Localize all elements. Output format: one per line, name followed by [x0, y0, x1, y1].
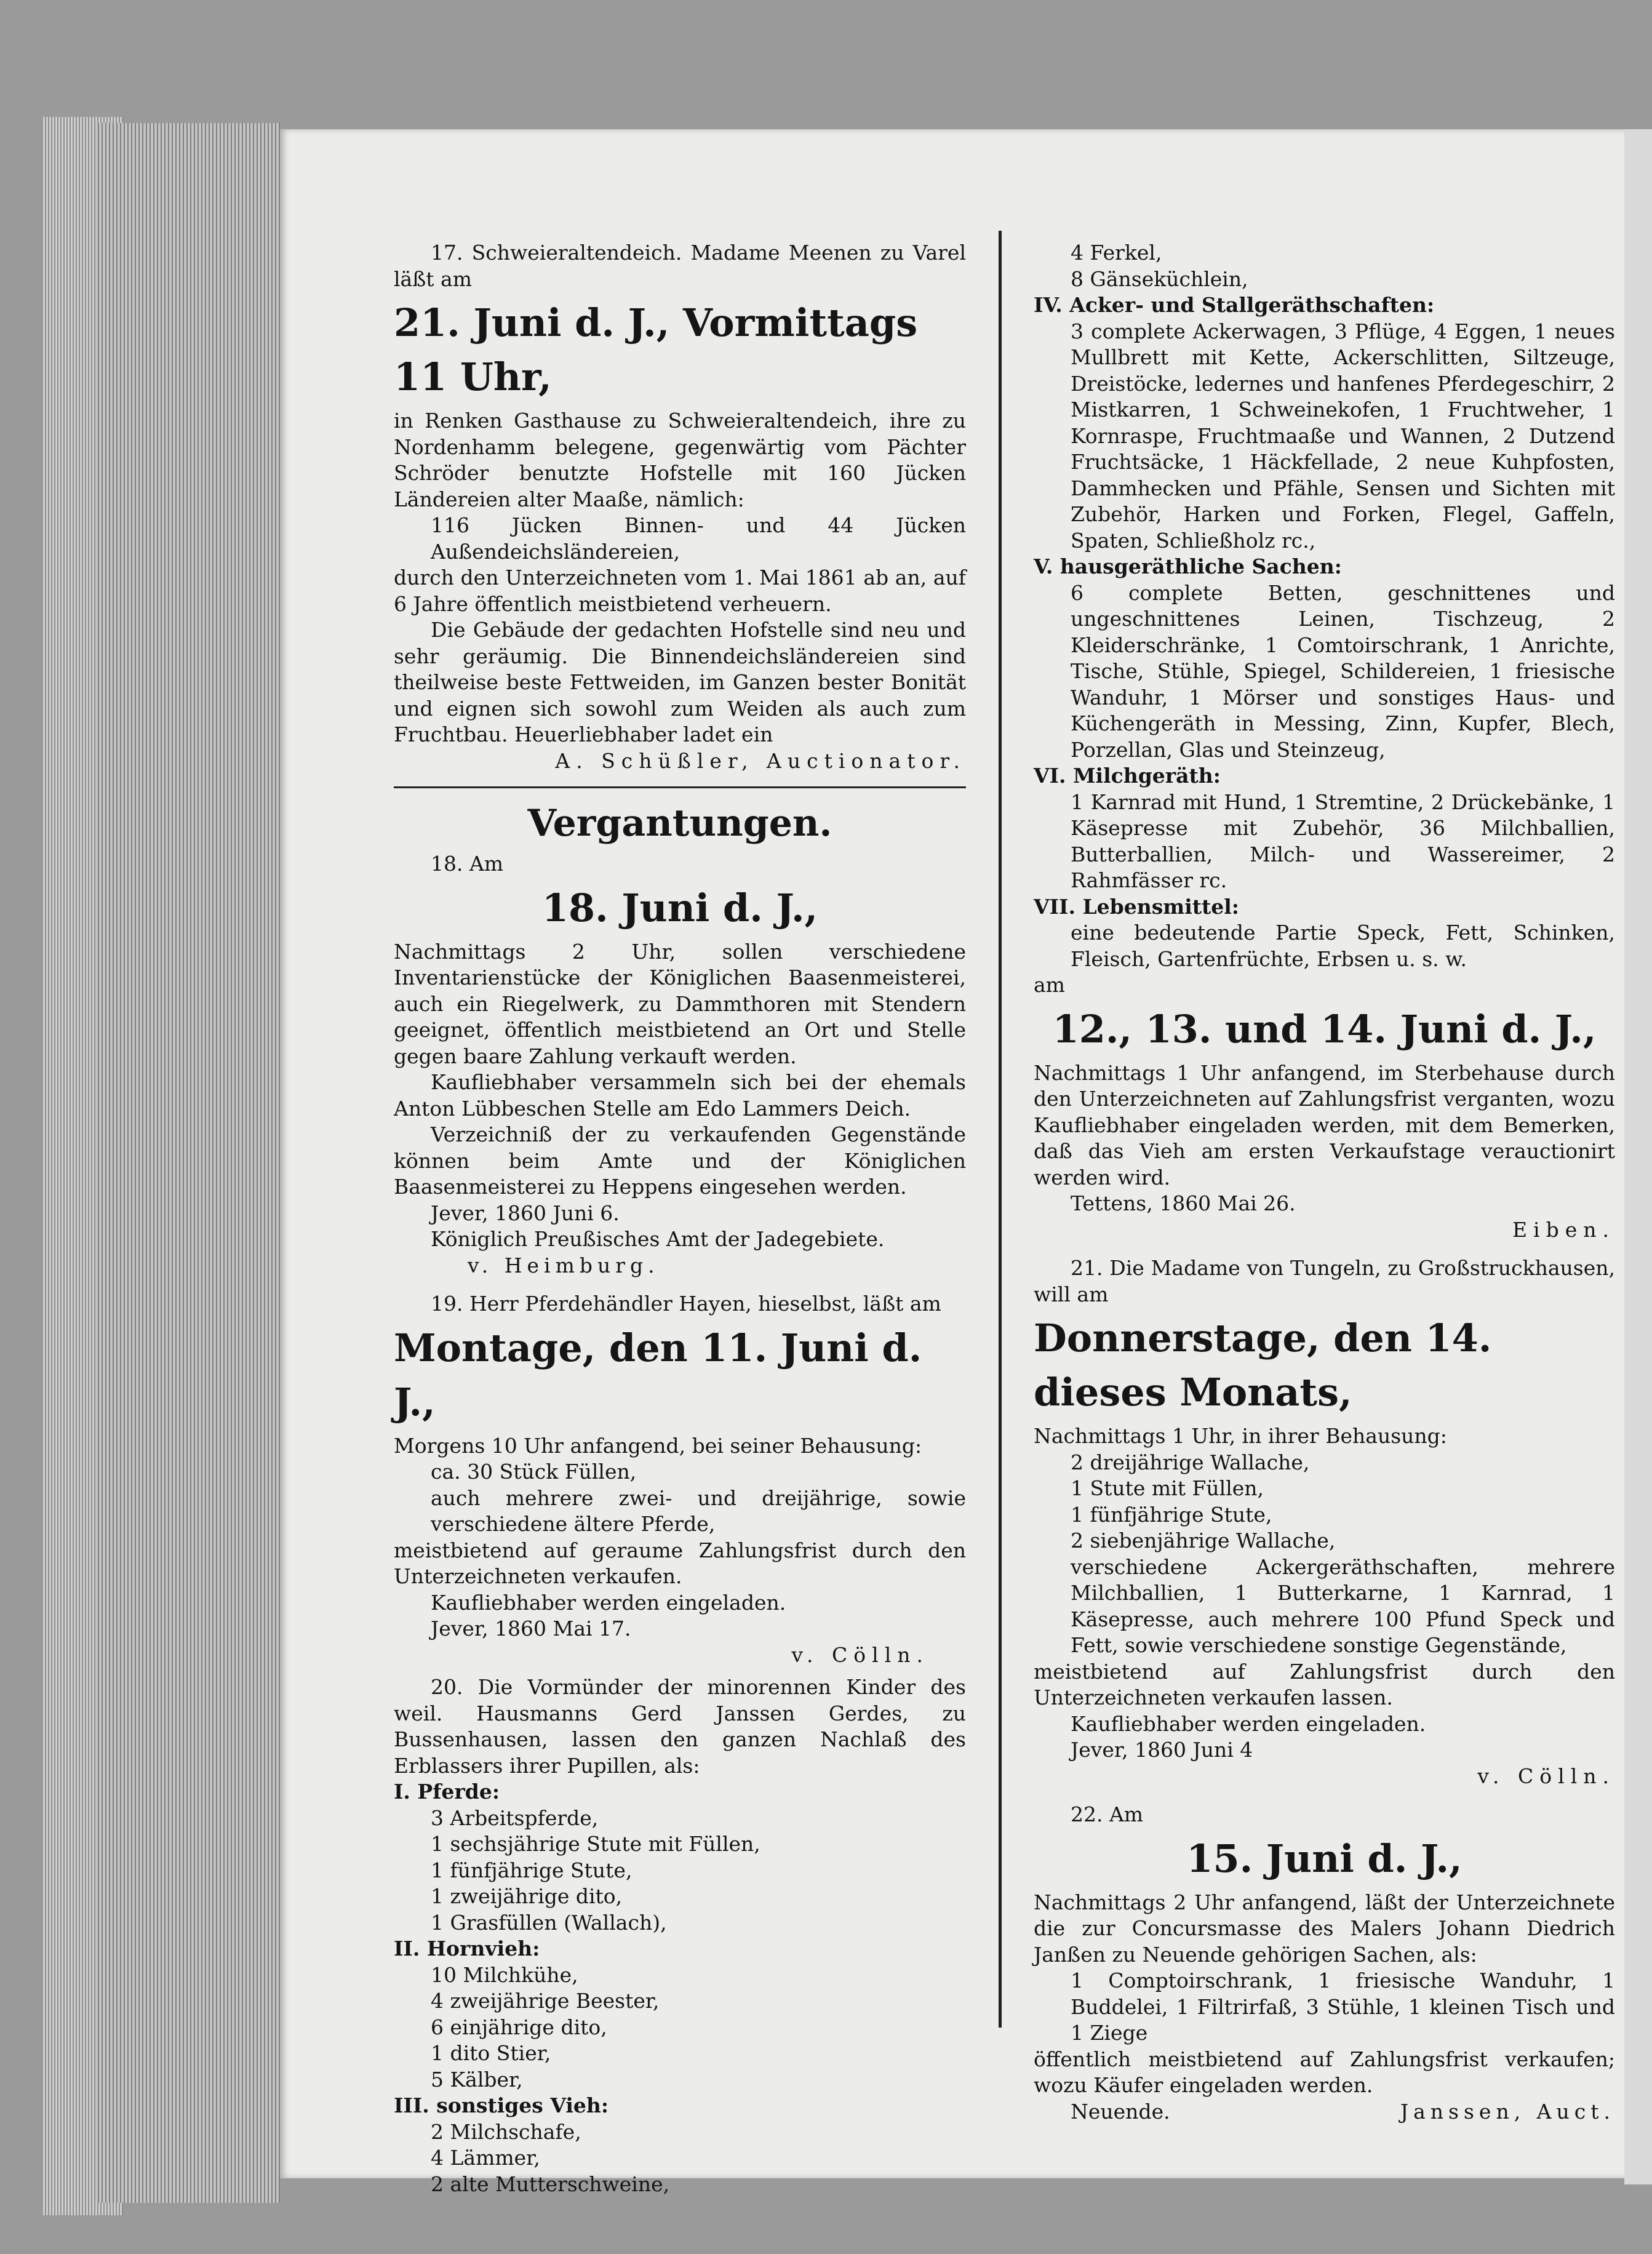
notice-19-item-2: auch mehrere zwei- und dreijährige, sowie verschiedene ältere Pferde, — [431, 1485, 966, 1536]
right-column — [1034, 240, 1615, 2125]
notice-22-signature: Janssen, Auct. — [1400, 2099, 1615, 2124]
list-item: 4 zweijährige Beester, — [431, 1989, 660, 2013]
book-page-edges-inner — [95, 123, 280, 2203]
notice-20-cat-3-continued — [1034, 240, 1615, 292]
notice-19-item-1: ca. 30 Stück Füllen, — [431, 1460, 637, 1484]
notice-19-date: Montage, den 11. Juni d. J., — [394, 1325, 922, 1425]
list-item: 2 alte Mutterschweine, — [431, 2172, 670, 2196]
notice-20-cat-4: IV. Acker- und Stallgeräthschaften: — [1034, 293, 1435, 317]
list-item: 4 Lämmer, — [431, 2146, 540, 2170]
notice-22-place: Neuende. — [1071, 2099, 1170, 2124]
notice-21-item-long: verschiedene Ackergeräthschaften, mehrere Milchballien, 1 Butterkarne, 1 Karnrad, 1 Käsepresse, auch mehrere 100 Pfund Speck und Fett, sowie verschiedene sonstige Gegenstände, — [1071, 1554, 1615, 1657]
notice-20-cat-5: V. hausgeräthliche Sachen: — [1034, 554, 1342, 578]
notice-18-list: Verzeichniß der zu verkaufenden Gegenstände können beim Amte und der Königlichen Baasenmeisterei zu Heppens eingesehen werden. — [394, 1122, 966, 1199]
notice-22-terms: öffentlich meistbietend auf Zahlungsfrist verkaufen; wozu Käufer eingeladen werden. — [1034, 2047, 1615, 2097]
notice-20-place: Tettens, 1860 Mai 26. — [1071, 1191, 1296, 1215]
notice-20-date: 12., 13. und 14. Juni d. J., — [1052, 1006, 1597, 1052]
notice-22-footer — [1034, 2099, 1615, 2125]
notice-20-body: Nachmittags 1 Uhr anfangend, im Sterbehause durch den Unterzeichneten auf Zahlungsfrist verganten, wozu Kaufliebhaber eingeladen werden, mit dem Bemerken, daß das Vieh am ersten Verkaufstage verauctionirt werden wird. — [1034, 1060, 1615, 1189]
notice-21-signature: v. Cölln. — [1477, 1764, 1615, 1788]
list-item: 1 Stute mit Füllen, — [1071, 1476, 1264, 1500]
notice-21-invite: Kaufliebhaber werden eingeladen. — [1071, 1711, 1426, 1736]
notice-22-date: 15. Juni d. J., — [1186, 1836, 1462, 1881]
list-item: 1 Grasfüllen (Wallach), — [431, 1910, 667, 1935]
left-column — [394, 240, 966, 2197]
facing-page-strip — [1624, 129, 1652, 2184]
notice-20-cat-3-list — [394, 2119, 966, 2198]
notice-18-signature: v. Heimburg. — [468, 1253, 660, 1277]
notice-22-intro: 22. Am — [1071, 1802, 1144, 1826]
notice-21-terms: meistbietend auf Zahlungsfrist durch den Unterzeichneten verkaufen lassen. — [1034, 1659, 1615, 1709]
notice-18-office: Königlich Preußisches Amt der Jadegebiete. — [431, 1227, 885, 1251]
notice-19-body: Morgens 10 Uhr anfangend, bei seiner Behausung: — [394, 1433, 922, 1458]
list-item: 3 Arbeitspferde, — [431, 1805, 599, 1830]
notice-20-cat-6-text: 1 Karnrad mit Hund, 1 Stremtine, 2 Drückebänke, 1 Käsepresse mit Zubehör, 36 Milchballien, Butterballien, Milch- und Wassereimer, 2 Rahmfässer rc. — [1071, 789, 1615, 892]
list-item: 4 Ferkel, — [1071, 241, 1162, 265]
notice-19-place: Jever, 1860 Mai 17. — [431, 1617, 631, 1641]
notice-17-terms: durch den Unterzeichneten vom 1. Mai 1861 ab an, auf 6 Jahre öffentlich meistbietend verheuern. — [394, 565, 966, 616]
notice-20-cat-2-list — [394, 1962, 966, 2093]
notice-21-body: Nachmittags 1 Uhr, in ihrer Behausung: — [1034, 1424, 1447, 1448]
notice-20-am: am — [1034, 973, 1065, 997]
list-item: 1 sechsjährige Stute mit Füllen, — [431, 1832, 760, 1856]
list-item: 1 fünfjährige Stute, — [1071, 1502, 1272, 1527]
section-rule — [394, 786, 966, 788]
list-item: 1 fünfjährige Stute, — [431, 1858, 632, 1882]
section-title-vergantungen: Vergantungen. — [527, 802, 832, 845]
notice-21-items — [1034, 1450, 1615, 1554]
notice-20-cat-2: II. Hornvieh: — [394, 1936, 540, 1960]
notice-18-date: 18. Juni d. J., — [541, 885, 818, 930]
list-item: 1 zweijährige dito, — [431, 1884, 623, 1908]
notice-20-cat-6: VI. Milchgeräth: — [1034, 764, 1221, 788]
notice-18-intro: 18. Am — [431, 852, 504, 876]
column-divider — [999, 231, 1002, 2028]
notice-19-intro: 19. Herr Pferdehändler Hayen, hieselbst, läßt am — [431, 1292, 941, 1316]
list-item: 5 Kälber, — [431, 2067, 523, 2092]
list-item: 2 Milchschafe, — [431, 2119, 581, 2144]
list-item: 10 Milchkühe, — [431, 1962, 578, 1987]
list-item: 2 dreijährige Wallache, — [1071, 1450, 1310, 1474]
notice-19-signature: v. Cölln. — [791, 1642, 929, 1667]
notice-17-date: 21. Juni d. J., Vormittags 11 Uhr, — [394, 300, 918, 399]
notice-17-signature: A. Schüßler, Auctionator. — [555, 748, 966, 773]
notice-20-cat-3: III. sonstiges Vieh: — [394, 2093, 609, 2117]
notice-17-description: Die Gebäude der gedachten Hofstelle sind neu und sehr geräumig. Die Binnendeichsländereien sind theilweise beste Fettweiden, im Ganzen bester Bonität und eignen sich sowohl zum Weiden als auch zum Fruchtbau. Heuerliebhaber ladet ein — [394, 618, 966, 746]
list-item: 1 dito Stier, — [431, 2041, 551, 2065]
notice-20-cat-1: I. Pferde: — [394, 1780, 500, 1804]
notice-19-invite: Kaufliebhaber werden eingeladen. — [431, 1590, 786, 1615]
notice-17-intro: 17. Schweieraltendeich. Madame Meenen zu Varel läßt am — [394, 241, 966, 291]
notice-20-signature: Eiben. — [1512, 1217, 1615, 1242]
notice-21-intro: 21. Die Madame von Tungeln, zu Großstruckhausen, will am — [1034, 1256, 1615, 1306]
list-item: 2 siebenjährige Wallache, — [1071, 1529, 1336, 1553]
notice-20-intro: 20. Die Vormünder der minorennen Kinder des weil. Hausmanns Gerd Janssen Gerdes, zu Bussenhausen, lassen den ganzen Nachlaß des Erblassers ihrer Pupillen, als: — [394, 1675, 966, 1778]
notice-19-terms: meistbietend auf geraume Zahlungsfrist durch den Unterzeichneten verkaufen. — [394, 1538, 966, 1588]
notice-17-land: 116 Jücken Binnen- und 44 Jücken Außendeichsländereien, — [431, 513, 966, 564]
notice-20-cat-1-list — [394, 1805, 966, 1936]
notice-20-cat-7-text: eine bedeutende Partie Speck, Fett, Schinken, Fleisch, Gartenfrüchte, Erbsen u. s. w. — [1071, 921, 1615, 971]
notice-22-body: Nachmittags 2 Uhr anfangend, läßt der Unterzeichnete die zur Concursmasse des Malers Johann Diedrich Janßen zu Neuende gehörigen Sachen, als: — [1034, 1890, 1615, 1967]
notice-20-cat-7: VII. Lebensmittel: — [1034, 894, 1239, 919]
list-item: 6 einjährige dito, — [431, 2015, 607, 2039]
notice-18-place: Jever, 1860 Juni 6. — [431, 1201, 620, 1225]
notice-21-place: Jever, 1860 Juni 4 — [1071, 1738, 1253, 1762]
notice-21-date: Donnerstage, den 14. dieses Monats, — [1034, 1316, 1492, 1415]
notice-18-meeting: Kaufliebhaber versammeln sich bei der ehemals Anton Lübbeschen Stelle am Edo Lammers Deich. — [394, 1070, 966, 1121]
notice-18-body: Nachmittags 2 Uhr, sollen verschiedene Inventarienstücke der Königlichen Baasenmeisterei, auch ein Riegelwerk, zu Dammthoren mit Stendern geeignet, öffentlich meistbietend an Ort und Stelle gegen baare Zahlung verkauft werden. — [394, 939, 966, 1068]
notice-17-body: in Renken Gasthause zu Schweieraltendeich, ihre zu Nordenhamm belegene, gegenwärtig vom Pächter Schröder benutzte Hofstelle mit 160 Jücken Ländereien alter Maaße, nämlich: — [394, 409, 966, 511]
notice-22-item: 1 Comptoirschrank, 1 friesische Wanduhr, 1 Buddelei, 1 Filtrirfaß, 3 Stühle, 1 kleinen Tisch und 1 Ziege — [1071, 1968, 1615, 2045]
notice-20-cat-5-text: 6 complete Betten, geschnittenes und ungeschnittenes Leinen, Tischzeug, 2 Kleiderschränke, 1 Comtoirschrank, 1 Anrichte, Tische, Stühle, Spiegel, Schildereien, 1 friesische Wanduhr, 1 Mörser und sonstiges Haus- und Küchengeräth in Messing, Zinn, Kupfer, Blech, Porzellan, Glas und Steinzeug, — [1071, 580, 1615, 762]
notice-20-cat-4-text: 3 complete Ackerwagen, 3 Pflüge, 4 Eggen, 1 neues Mullbrett mit Kette, Ackerschlitten, Siltzeuge, Dreistöcke, ledernes und hanfenes Pferdegeschirr, 2 Mistkarren, 1 Schweinekofen, 1 Fruchtweher, 1 Kornraspe, Fruchtmaaße und Wannen, 2 Dutzend Fruchtsäcke, 1 Häckfellade, 2 neue Kuhpfosten, Dammhecken und Pfähle, Sensen und Sichten mit Zubehör, Harken und Forken, Flegel, Gaffeln, Spaten, Schließholz rc., — [1071, 319, 1615, 553]
list-item: 8 Gänseküchlein, — [1071, 266, 1248, 291]
